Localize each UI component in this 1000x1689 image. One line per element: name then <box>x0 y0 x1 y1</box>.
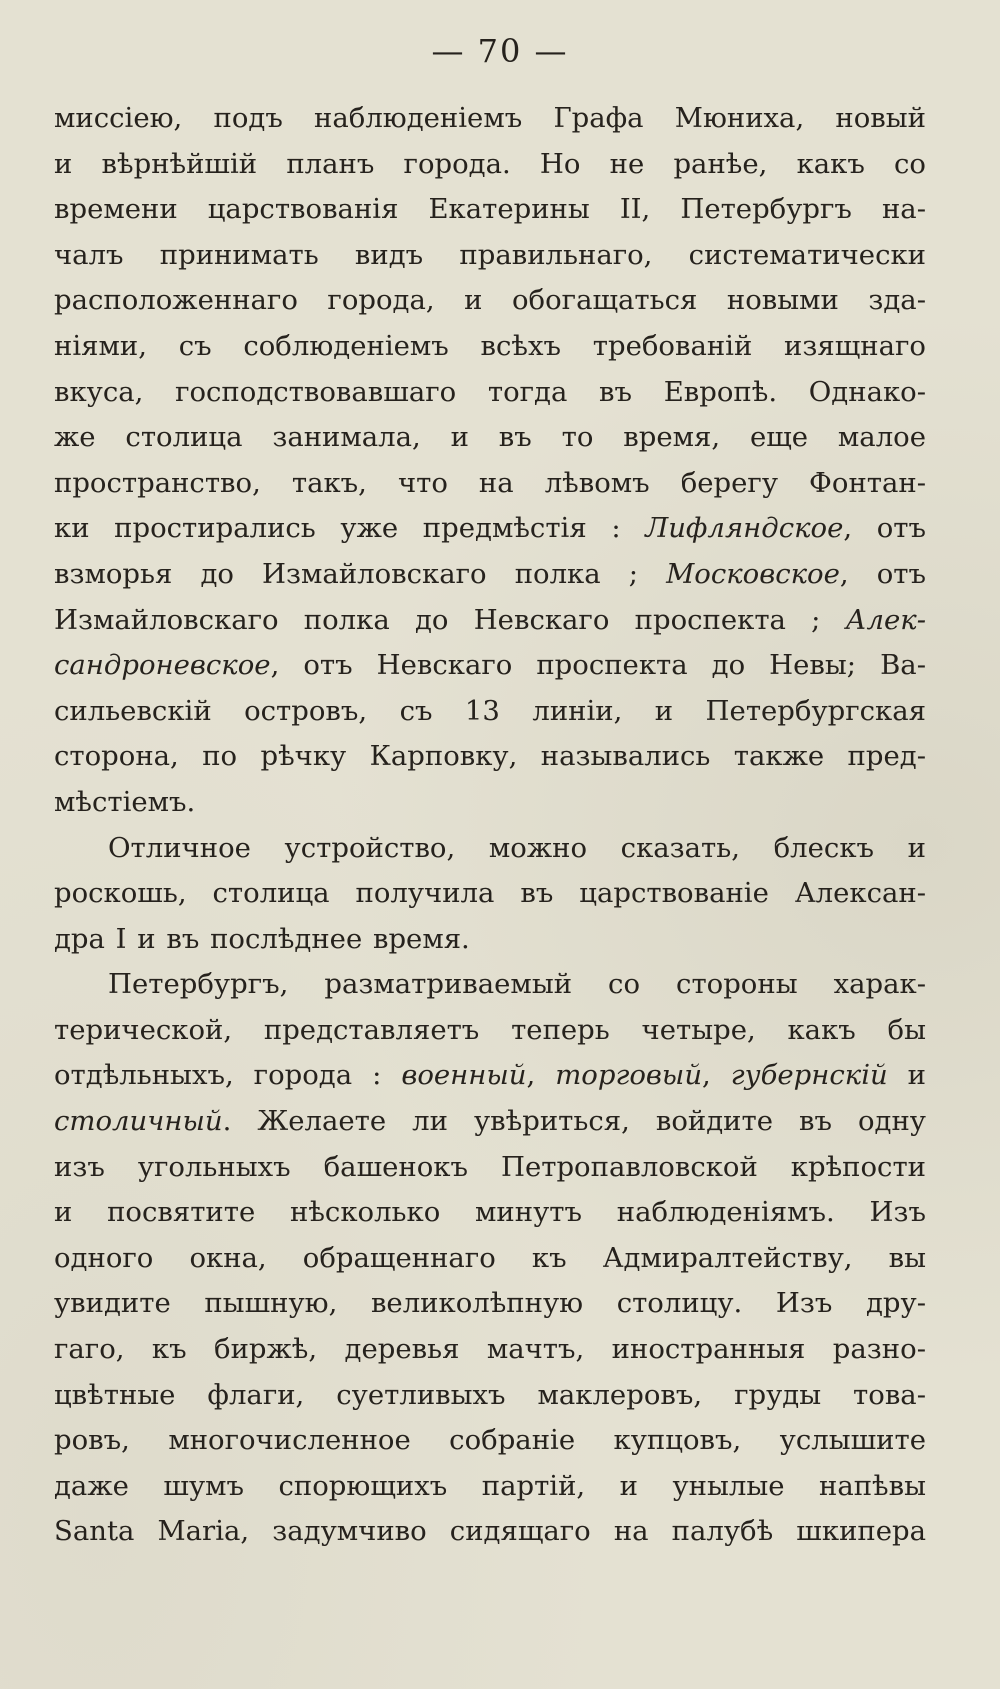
text-segment: времени царствованiя Екатерины II, Петербургъ на- <box>54 193 926 226</box>
text-segment: , отъ <box>843 512 927 545</box>
text-segment: и посвятите нѣсколько минутъ наблюденiямъ. Изъ <box>54 1196 926 1229</box>
text-line <box>54 871 926 917</box>
body-text <box>54 96 926 1555</box>
text-line <box>54 461 926 507</box>
text-segment: вкуса, господствовавшаго тогда въ Европѣ. Однако- <box>54 375 926 408</box>
text-segment: Измайловскаго полка до Невскаго проспекта ; <box>54 603 846 636</box>
text-segment: дра I и въ послѣднее время. <box>54 922 470 955</box>
text-segment: отдѣльныхъ, города : <box>54 1059 402 1092</box>
text-segment: Отличное устройство, можно сказать, блескъ и <box>108 831 926 864</box>
text-segment: сторона, по рѣчку Карповку, назывались также пред- <box>54 740 926 773</box>
text-line <box>54 962 926 1008</box>
text-segment: даже шумъ спорющихъ партiй, и унылые напѣвы <box>54 1469 926 1502</box>
italic-text-segment: торговый <box>555 1059 703 1092</box>
text-line <box>54 324 926 370</box>
text-segment: одного окна, обращеннаго къ Адмиралтейству, вы <box>54 1241 926 1274</box>
text-segment: увидите пышную, великолѣпную столицу. Изъ дру- <box>54 1287 926 1320</box>
italic-text-segment: сандроневское <box>54 649 271 682</box>
text-segment: , <box>702 1059 731 1092</box>
text-segment: ки простирались уже предмѣстiя : <box>54 512 646 545</box>
text-segment: и вѣрнѣйшiй планъ города. Но не ранѣе, какъ со <box>54 147 926 180</box>
text-line <box>54 552 926 598</box>
text-line <box>54 689 926 735</box>
text-line <box>54 506 926 552</box>
italic-text-segment: Лифляндское <box>645 512 844 545</box>
text-segment: нiями, съ соблюденiемъ всѣхъ требованiй изящнаго <box>54 329 926 362</box>
text-segment: изъ угольныхъ башенокъ Петропавловской крѣпости <box>54 1150 926 1183</box>
text-line <box>54 415 926 461</box>
text-line <box>54 643 926 689</box>
text-segment: сильевскiй островъ, съ 13 линiи, и Петербургская <box>54 694 926 727</box>
text-segment: , отъ Невскаго проспекта до Невы; Ва- <box>270 649 926 682</box>
text-segment: мѣстiемъ. <box>54 785 196 818</box>
text-segment: роскошь, столица получила въ царствованiе Алексан- <box>54 877 926 910</box>
text-segment: чалъ принимать видъ правильнаго, систематически <box>54 238 926 271</box>
text-line <box>54 1008 926 1054</box>
text-segment: взморья до Измайловскаго полка ; <box>54 557 667 590</box>
page-number: — 70 — <box>431 32 569 70</box>
text-segment: цвѣтные флаги, суетливыхъ маклеровъ, груды това- <box>54 1378 926 1411</box>
text-line <box>54 1464 926 1510</box>
text-segment: и <box>887 1059 927 1092</box>
text-line <box>54 598 926 644</box>
text-line <box>54 233 926 279</box>
text-line <box>54 1373 926 1419</box>
paragraph-3 <box>54 962 926 1555</box>
text-line <box>54 1509 926 1555</box>
text-line <box>54 96 926 142</box>
text-line <box>54 1281 926 1327</box>
text-line <box>54 1099 926 1145</box>
text-segment: пространство, такъ, что на лѣвомъ берегу Фонтан- <box>54 466 926 499</box>
paragraph-2 <box>54 826 926 963</box>
text-segment: ровъ, многочисленное собранiе купцовъ, услышите <box>54 1424 926 1457</box>
italic-text-segment: Московское <box>666 557 840 590</box>
text-line <box>54 1053 926 1099</box>
text-segment: терической, представляетъ теперь четыре, какъ бы <box>54 1013 926 1046</box>
italic-text-segment: Алек- <box>845 603 926 636</box>
text-line <box>54 1145 926 1191</box>
text-segment: , отъ <box>839 557 927 590</box>
text-segment: , <box>526 1059 556 1092</box>
text-line <box>54 780 926 826</box>
text-line <box>54 917 926 963</box>
text-segment: миссiею, подъ наблюденiемъ Графа Мюниха, новый <box>54 102 926 134</box>
text-segment: гаго, къ биржѣ, деревья мачтъ, иностранныя разно- <box>54 1333 926 1366</box>
text-line <box>54 1327 926 1373</box>
text-line <box>54 187 926 233</box>
text-segment: Santa Maria, задумчиво сидящаго на палубѣ шкипера <box>54 1515 926 1548</box>
text-line <box>54 1190 926 1236</box>
text-line <box>54 1418 926 1464</box>
italic-text-segment: столичный <box>54 1105 223 1138</box>
paragraph-1 <box>54 96 926 826</box>
text-line <box>54 142 926 188</box>
italic-text-segment: военный <box>401 1059 527 1092</box>
text-segment: . Желаете ли увѣриться, войдите въ одну <box>222 1105 926 1138</box>
text-line <box>54 734 926 780</box>
text-line <box>54 370 926 416</box>
text-line <box>54 826 926 872</box>
text-line <box>54 1236 926 1282</box>
text-line <box>54 278 926 324</box>
italic-text-segment: губернскiй <box>730 1059 888 1092</box>
text-segment: Петербургъ, разматриваемый со стороны харак- <box>108 968 926 1001</box>
text-segment: расположеннаго города, и обогащаться новыми зда- <box>54 284 926 317</box>
text-segment: же столица занимала, и въ то время, еще малое <box>54 421 926 454</box>
